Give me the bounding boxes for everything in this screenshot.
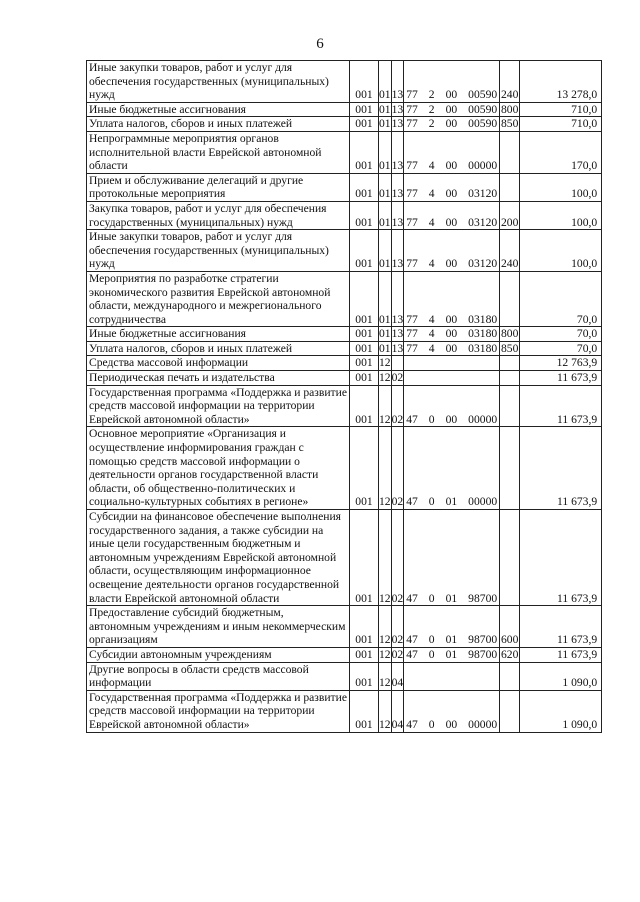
expense-type-code: 240 bbox=[500, 230, 520, 272]
row-name: Средства массовой информации bbox=[87, 356, 350, 371]
target-article-part: 00000 bbox=[468, 495, 498, 509]
row-name: Уплата налогов, сборов и иных платежей bbox=[87, 341, 350, 356]
target-article-part: 01 bbox=[445, 647, 458, 661]
subsection-code: 13 bbox=[391, 201, 404, 229]
target-article-part: 77 bbox=[406, 215, 418, 229]
expense-type-code bbox=[500, 371, 520, 386]
row-name: Государственная программа «Поддержка и развитие средств массовой информации на территории Еврейской автономной области» bbox=[87, 690, 350, 732]
target-article-part: 0 bbox=[428, 647, 435, 661]
table-row bbox=[87, 117, 602, 132]
target-article-parts bbox=[406, 495, 497, 509]
amount: 11 673,9 bbox=[520, 385, 602, 427]
amount: 170,0 bbox=[520, 131, 602, 173]
row-name: Иные закупки товаров, работ и услуг для обеспечения государственных (муниципальных) нужд bbox=[87, 230, 350, 272]
target-article-part: 4 bbox=[428, 215, 435, 229]
target-article-part: 00 bbox=[445, 717, 458, 731]
department-code: 001 bbox=[350, 271, 379, 326]
target-article-part: 03180 bbox=[468, 312, 498, 326]
target-article-code bbox=[404, 371, 500, 386]
target-article-parts bbox=[406, 313, 497, 327]
target-article-code bbox=[404, 271, 500, 326]
target-article-part: 2 bbox=[428, 117, 435, 131]
section-code: 01 bbox=[379, 230, 392, 272]
target-article-part: 01 bbox=[445, 495, 458, 509]
subsection-code: 04 bbox=[391, 690, 404, 732]
amount: 70,0 bbox=[520, 341, 602, 356]
subsection-code: 13 bbox=[391, 327, 404, 341]
subsection-code: 02 bbox=[391, 371, 404, 385]
target-article-part: 0 bbox=[428, 495, 435, 509]
row-name: Прием и обслуживание делегаций и другие протокольные мероприятия bbox=[87, 173, 350, 201]
amount: 11 673,9 bbox=[520, 647, 602, 662]
target-article-code bbox=[404, 427, 500, 510]
target-article-part: 00 bbox=[445, 88, 458, 102]
amount: 100,0 bbox=[520, 173, 602, 201]
subsection-code: 13 bbox=[391, 131, 404, 173]
section-code: 01 bbox=[379, 102, 391, 116]
row-name: Государственная программа «Поддержка и развитие средств массовой информации на территории Еврейской автономной области» bbox=[87, 385, 350, 427]
section-code: 12 bbox=[379, 427, 392, 510]
table-row bbox=[87, 341, 602, 356]
budget-table-body bbox=[87, 61, 602, 733]
target-article-parts bbox=[406, 187, 497, 201]
section-code: 12 bbox=[379, 371, 391, 385]
target-article-code bbox=[404, 61, 500, 103]
target-article-parts bbox=[406, 342, 497, 356]
department-code: 001 bbox=[350, 117, 379, 132]
target-article-part: 77 bbox=[406, 117, 418, 131]
amount: 1 090,0 bbox=[520, 690, 602, 732]
target-article-part: 03180 bbox=[468, 327, 498, 341]
target-article-part: 47 bbox=[406, 717, 418, 731]
table-row bbox=[87, 230, 602, 272]
subsection-code bbox=[391, 356, 404, 371]
target-article-part: 77 bbox=[406, 327, 418, 341]
target-article-parts bbox=[406, 88, 497, 102]
department-code: 001 bbox=[350, 61, 379, 103]
table-row bbox=[87, 271, 602, 326]
amount: 710,0 bbox=[520, 117, 602, 132]
amount: 710,0 bbox=[520, 102, 602, 117]
subsection-code: 13 bbox=[391, 102, 404, 116]
table-row bbox=[87, 102, 602, 117]
section-code: 12 bbox=[379, 606, 392, 648]
subsection-code: 02 bbox=[391, 427, 404, 510]
row-name: Иные бюджетные ассигнования bbox=[87, 327, 350, 342]
table-row bbox=[87, 647, 602, 662]
target-article-part: 98700 bbox=[468, 633, 498, 647]
table-row bbox=[87, 606, 602, 648]
expense-type-code bbox=[500, 131, 520, 173]
target-article-part: 47 bbox=[406, 412, 418, 426]
expense-type-code bbox=[500, 173, 520, 201]
target-article-part: 2 bbox=[428, 88, 435, 102]
target-article-part: 00590 bbox=[468, 117, 498, 131]
target-article-code bbox=[404, 510, 500, 606]
table-row bbox=[87, 201, 602, 229]
row-name: Периодическая печать и издательства bbox=[87, 371, 350, 386]
row-name: Закупка товаров, работ и услуг для обеспечения государственных (муниципальных) нужд bbox=[87, 201, 350, 229]
amount: 100,0 bbox=[520, 201, 602, 229]
section-code: 01 bbox=[379, 117, 391, 131]
subsection-code: 13 bbox=[391, 271, 404, 326]
expense-type-code: 800 bbox=[500, 102, 519, 116]
target-article-part: 01 bbox=[445, 591, 458, 605]
department-code: 001 bbox=[350, 327, 379, 342]
target-article-part: 98700 bbox=[468, 591, 498, 605]
department-code: 001 bbox=[350, 102, 379, 117]
target-article-part: 98700 bbox=[468, 647, 498, 661]
target-article-part: 4 bbox=[428, 327, 435, 341]
section-code: 12 bbox=[379, 662, 392, 690]
amount: 11 673,9 bbox=[520, 510, 602, 606]
expense-type-code bbox=[500, 690, 520, 732]
department-code: 001 bbox=[350, 356, 379, 371]
department-code: 001 bbox=[350, 647, 379, 662]
expense-type-code: 200 bbox=[500, 201, 520, 229]
section-code: 12 bbox=[379, 356, 391, 370]
table-row bbox=[87, 662, 602, 690]
table-row bbox=[87, 510, 602, 606]
table-row bbox=[87, 385, 602, 427]
target-article-code bbox=[404, 662, 500, 690]
expense-type-code: 620 bbox=[500, 647, 519, 661]
row-name: Субсидии автономным учреждениям bbox=[87, 647, 350, 662]
section-code: 12 bbox=[379, 690, 392, 732]
department-code: 001 bbox=[350, 131, 379, 173]
target-article-part: 03120 bbox=[468, 257, 498, 271]
target-article-part: 77 bbox=[406, 102, 418, 116]
target-article-part: 00000 bbox=[468, 159, 498, 173]
department-code: 001 bbox=[350, 230, 379, 272]
target-article-part: 00 bbox=[445, 341, 458, 355]
target-article-part: 0 bbox=[428, 591, 435, 605]
target-article-part: 47 bbox=[406, 647, 418, 661]
target-article-parts bbox=[406, 413, 497, 427]
target-article-code bbox=[404, 173, 500, 201]
row-name: Иные бюджетные ассигнования bbox=[87, 102, 350, 117]
expense-type-code bbox=[500, 510, 520, 606]
expense-type-code bbox=[500, 271, 520, 326]
target-article-part: 77 bbox=[406, 257, 418, 271]
row-name: Основное мероприятие «Организация и осуществление информирования граждан с помощью средств массовой информации о деятельности органов государственной власти области, об общественно-политических и социально-культурных событиях в регионе» bbox=[87, 427, 350, 510]
amount: 100,0 bbox=[520, 230, 602, 272]
table-row bbox=[87, 61, 602, 103]
target-article-part: 0 bbox=[428, 633, 435, 647]
target-article-part: 00 bbox=[445, 312, 458, 326]
expense-type-code: 240 bbox=[500, 61, 520, 103]
amount: 11 673,9 bbox=[520, 427, 602, 510]
target-article-part: 00 bbox=[445, 327, 458, 341]
target-article-part: 00 bbox=[445, 215, 458, 229]
section-code: 01 bbox=[379, 341, 391, 355]
subsection-code: 13 bbox=[391, 117, 404, 131]
expense-type-code: 850 bbox=[500, 117, 519, 131]
target-article-parts bbox=[406, 117, 497, 131]
expense-type-code: 600 bbox=[500, 606, 520, 648]
section-code: 01 bbox=[379, 61, 392, 103]
target-article-part: 47 bbox=[406, 495, 418, 509]
table-row bbox=[87, 131, 602, 173]
department-code: 001 bbox=[350, 690, 379, 732]
department-code: 001 bbox=[350, 371, 379, 386]
department-code: 001 bbox=[350, 341, 379, 356]
section-code: 01 bbox=[379, 131, 392, 173]
target-article-code bbox=[404, 102, 500, 117]
target-article-part: 00000 bbox=[468, 412, 498, 426]
target-article-code bbox=[404, 385, 500, 427]
section-code: 12 bbox=[379, 510, 392, 606]
target-article-part: 00 bbox=[445, 117, 458, 131]
target-article-part: 4 bbox=[428, 187, 435, 201]
target-article-part: 2 bbox=[428, 102, 435, 116]
subsection-code: 13 bbox=[391, 230, 404, 272]
expense-type-code: 850 bbox=[500, 341, 519, 355]
subsection-code: 02 bbox=[391, 606, 404, 648]
subsection-code: 02 bbox=[391, 385, 404, 427]
target-article-part: 77 bbox=[406, 312, 418, 326]
target-article-code bbox=[404, 131, 500, 173]
subsection-code: 13 bbox=[391, 61, 404, 103]
subsection-code: 13 bbox=[391, 341, 404, 355]
target-article-parts bbox=[406, 103, 497, 117]
target-article-code bbox=[404, 647, 500, 662]
table-row bbox=[87, 327, 602, 342]
target-article-part: 00590 bbox=[468, 102, 498, 116]
target-article-part: 4 bbox=[428, 159, 435, 173]
target-article-parts bbox=[406, 159, 497, 173]
subsection-code: 13 bbox=[391, 173, 404, 201]
department-code: 001 bbox=[350, 201, 379, 229]
target-article-part: 4 bbox=[428, 312, 435, 326]
target-article-parts bbox=[406, 718, 497, 732]
subsection-code: 02 bbox=[391, 647, 404, 661]
target-article-parts bbox=[406, 633, 497, 647]
amount: 11 673,9 bbox=[520, 371, 602, 386]
section-code: 12 bbox=[379, 385, 392, 427]
department-code: 001 bbox=[350, 606, 379, 648]
target-article-part: 77 bbox=[406, 159, 418, 173]
department-code: 001 bbox=[350, 510, 379, 606]
section-code: 01 bbox=[379, 327, 391, 341]
amount: 70,0 bbox=[520, 271, 602, 326]
amount: 11 673,9 bbox=[520, 606, 602, 648]
target-article-part: 00000 bbox=[468, 717, 498, 731]
amount: 13 278,0 bbox=[520, 61, 602, 103]
subsection-code: 04 bbox=[391, 662, 404, 690]
department-code: 001 bbox=[350, 662, 379, 690]
target-article-code bbox=[404, 356, 500, 371]
target-article-part: 0 bbox=[428, 412, 435, 426]
target-article-parts bbox=[406, 257, 497, 271]
target-article-code bbox=[404, 341, 500, 356]
target-article-part: 03180 bbox=[468, 341, 498, 355]
target-article-part: 00 bbox=[445, 257, 458, 271]
target-article-part: 4 bbox=[428, 341, 435, 355]
target-article-part: 01 bbox=[445, 633, 458, 647]
target-article-code bbox=[404, 606, 500, 648]
target-article-parts bbox=[406, 592, 497, 606]
row-name: Предоставление субсидий бюджетным, автономным учреждениям и иным некоммерческим организациям bbox=[87, 606, 350, 648]
expense-type-code bbox=[500, 662, 520, 690]
row-name: Субсидии на финансовое обеспечение выполнения государственного задания, а также субсидии на иные цели государственным бюджетным и автономным учреждениям Еврейской автономной области, осуществляющим информационное освещение деятельности органов государственной власти Еврейской автономной области bbox=[87, 510, 350, 606]
target-article-part: 00 bbox=[445, 102, 458, 116]
target-article-part: 77 bbox=[406, 187, 418, 201]
table-row bbox=[87, 427, 602, 510]
target-article-part: 03120 bbox=[468, 215, 498, 229]
target-article-part: 0 bbox=[428, 717, 435, 731]
expense-type-code: 800 bbox=[500, 327, 519, 341]
target-article-parts bbox=[406, 327, 497, 341]
section-code: 12 bbox=[379, 647, 391, 661]
amount: 12 763,9 bbox=[520, 356, 602, 371]
row-name: Уплата налогов, сборов и иных платежей bbox=[87, 117, 350, 132]
target-article-part: 4 bbox=[428, 257, 435, 271]
department-code: 001 bbox=[350, 385, 379, 427]
expense-type-code bbox=[500, 356, 520, 371]
target-article-part: 77 bbox=[406, 341, 418, 355]
expense-type-code bbox=[500, 427, 520, 510]
department-code: 001 bbox=[350, 173, 379, 201]
table-row bbox=[87, 371, 602, 386]
target-article-part: 47 bbox=[406, 633, 418, 647]
row-name: Иные закупки товаров, работ и услуг для обеспечения государственных (муниципальных) нужд bbox=[87, 61, 350, 103]
budget-table bbox=[86, 60, 602, 733]
target-article-code bbox=[404, 117, 500, 132]
subsection-code: 02 bbox=[391, 510, 404, 606]
table-row bbox=[87, 173, 602, 201]
target-article-code bbox=[404, 201, 500, 229]
table-row bbox=[87, 356, 602, 371]
target-article-code bbox=[404, 230, 500, 272]
target-article-part: 00 bbox=[445, 412, 458, 426]
target-article-code bbox=[404, 690, 500, 732]
section-code: 01 bbox=[379, 271, 392, 326]
target-article-parts bbox=[406, 216, 497, 230]
department-code: 001 bbox=[350, 427, 379, 510]
target-article-parts bbox=[406, 648, 497, 662]
target-article-part: 00590 bbox=[468, 88, 498, 102]
row-name: Непрограммные мероприятия органов исполнительной власти Еврейской автономной области bbox=[87, 131, 350, 173]
amount: 1 090,0 bbox=[520, 662, 602, 690]
target-article-part: 00 bbox=[445, 159, 458, 173]
section-code: 01 bbox=[379, 173, 392, 201]
target-article-part: 47 bbox=[406, 591, 418, 605]
target-article-part: 77 bbox=[406, 88, 418, 102]
amount: 70,0 bbox=[520, 327, 602, 342]
page-number: 6 bbox=[316, 36, 324, 52]
table-row bbox=[87, 690, 602, 732]
row-name: Мероприятия по разработке стратегии экономического развития Еврейской автономной области, международного и межрегионального сотрудничества bbox=[87, 271, 350, 326]
target-article-part: 00 bbox=[445, 187, 458, 201]
expense-type-code bbox=[500, 385, 520, 427]
target-article-part: 03120 bbox=[468, 187, 498, 201]
row-name: Другие вопросы в области средств массовой информации bbox=[87, 662, 350, 690]
section-code: 01 bbox=[379, 201, 392, 229]
target-article-code bbox=[404, 327, 500, 342]
